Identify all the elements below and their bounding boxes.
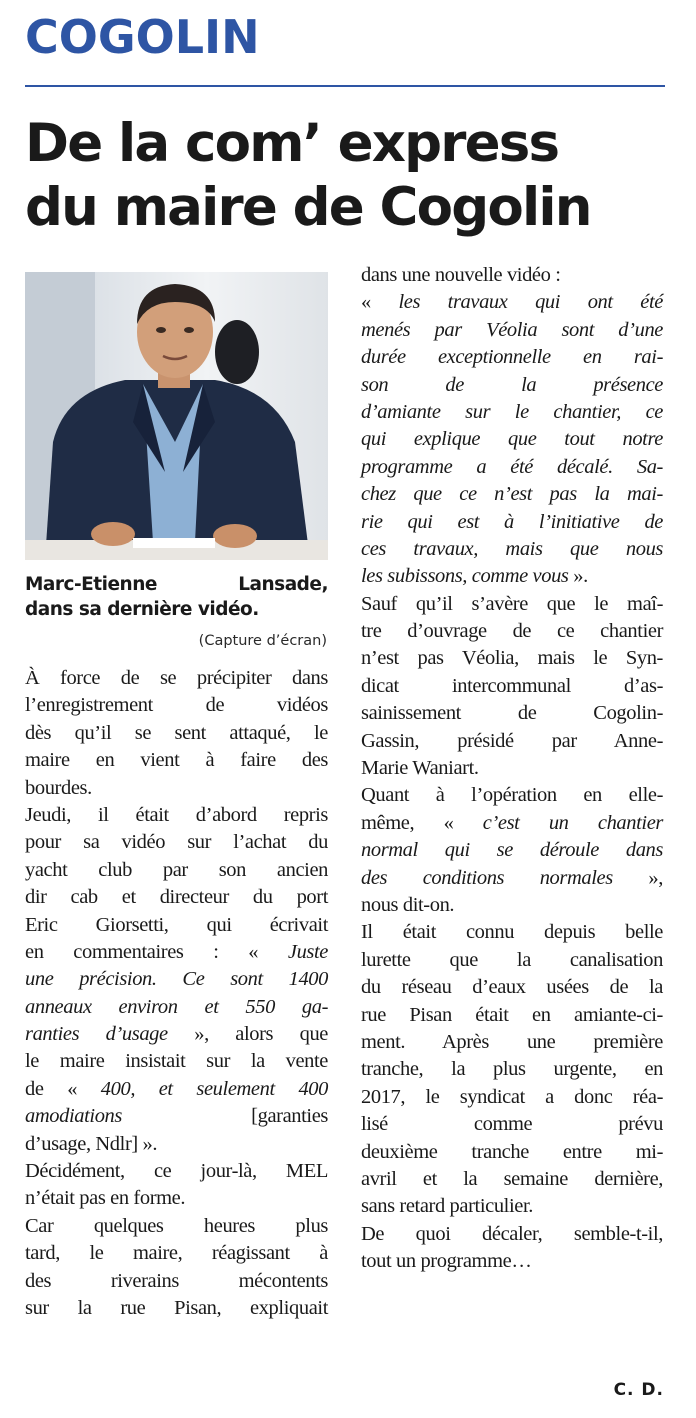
text-line: rie qui est à l’initiative de	[361, 510, 663, 533]
text-line: une précision. Ce sont 1400	[25, 968, 328, 991]
text-line: dès qu’il se sent attaqué, le	[25, 721, 328, 744]
text-line: programme a été décalé. Sa-	[361, 455, 663, 478]
text-line: ment. Après une première	[361, 1030, 663, 1053]
text-line: de « 400, et seulement 400	[25, 1077, 328, 1100]
text-line: ces travaux, mais que nous	[361, 537, 663, 560]
text-line: avril et la semaine dernière,	[361, 1167, 663, 1190]
text-line: rue Pisan était en amiante-ci-	[361, 1003, 663, 1026]
article-column-1	[25, 665, 328, 1322]
text-line: n’était pas en forme.	[25, 1187, 186, 1210]
text-line: n’est pas Véolia, mais le Syn-	[361, 647, 663, 670]
text-line: d’amiante sur le chantier, ce	[361, 400, 663, 423]
text-line: maire en vient à faire des	[25, 749, 328, 772]
text-line: tranche, la plus urgente, en	[361, 1058, 663, 1081]
text-line: ranties d’usage », alors que	[25, 1023, 328, 1046]
text-line: sans retard particulier.	[361, 1195, 533, 1218]
headline	[25, 112, 675, 240]
headline-line: De la com’ express	[25, 113, 559, 174]
caption-line: dans sa dernière vidéo.	[25, 599, 259, 620]
text-line: Il était connu depuis belle	[361, 921, 663, 944]
text-line: lurette que la canalisation	[361, 948, 663, 971]
text-line: bourdes.	[25, 776, 92, 799]
text-line: amodiations [garanties	[25, 1105, 328, 1128]
text-line: en commentaires : « Juste	[25, 940, 328, 963]
text-line: nous dit-on.	[361, 893, 455, 916]
text-line: qui explique que tout notre	[361, 428, 663, 451]
text-line: menés par Véolia sont d’une	[361, 318, 663, 341]
author-signature: C. D.	[613, 1380, 664, 1400]
text-line: Marie Waniart.	[361, 757, 479, 780]
text-line: l’enregistrement de vidéos	[25, 694, 328, 717]
text-line: dicat intercommunal d’as-	[361, 674, 663, 697]
text-line: yacht club par son ancien	[25, 858, 328, 881]
portrait-photo-illustration	[25, 272, 328, 560]
text-line: normal qui se déroule dans	[361, 839, 663, 862]
text-line: Quant à l’opération en elle-	[361, 784, 663, 807]
portrait-photo	[25, 272, 328, 560]
section-rule	[25, 85, 665, 87]
text-line: pour sa vidéo sur l’achat du	[25, 831, 328, 854]
text-line: son de la présence	[361, 373, 663, 396]
text-line: tout un programme…	[361, 1250, 532, 1273]
text-line: même, « c’est un chantier	[361, 811, 664, 834]
text-line: Gassin, présidé par Anne-	[361, 729, 663, 752]
text-line: chez que ce n’est pas la mai-	[361, 483, 663, 506]
text-line: tre d’ouvrage de ce chantier	[361, 620, 663, 643]
text-line: Sauf qu’il s’avère que le maî-	[361, 592, 663, 615]
text-line: les subissons, comme vous ».	[361, 565, 588, 588]
text-line: De quoi décaler, semble-t-il,	[361, 1222, 663, 1245]
photo-caption	[25, 572, 328, 622]
text-line: des riverains mécontents	[25, 1269, 328, 1292]
caption-line: Marc-Etienne Lansade,	[25, 574, 328, 595]
text-line: dir cab et directeur du port	[25, 886, 328, 909]
text-line: tard, le maire, réagissant à	[25, 1242, 328, 1265]
text-line: dans une nouvelle vidéo :	[361, 264, 561, 286]
text-line: d’usage, Ndlr] ».	[25, 1132, 158, 1155]
text-line: Eric Giorsetti, qui écrivait	[25, 913, 328, 936]
text-line: Décidément, ce jour-là, MEL	[25, 1160, 328, 1183]
text-line: du réseau d’eaux usées de la	[361, 976, 663, 999]
photo-credit: (Capture d’écran)	[198, 633, 327, 649]
text-line: deuxième tranche entre mi-	[361, 1140, 663, 1163]
text-line: À force de se précipiter dans	[25, 667, 328, 689]
text-line: sur la rue Pisan, expliquait	[25, 1296, 328, 1319]
text-line: des conditions normales »,	[361, 866, 663, 889]
text-line: durée exceptionnelle en rai-	[361, 346, 663, 369]
text-line: anneaux environ et 550 ga-	[25, 995, 328, 1018]
text-line: 2017, le syndicat a donc réa-	[361, 1085, 663, 1108]
text-line: Car quelques heures plus	[25, 1214, 328, 1237]
text-line: le maire insistait sur la vente	[25, 1050, 328, 1073]
article-column-2	[361, 262, 663, 1275]
text-line: sainissement de Cogolin-	[361, 702, 663, 725]
text-line: Jeudi, il était d’abord repris	[25, 803, 328, 826]
text-line: lisé comme prévu	[361, 1113, 663, 1136]
text-line: « les travaux qui ont été	[361, 291, 663, 314]
section-title: COGOLIN	[25, 10, 260, 64]
headline-line: du maire de Cogolin	[25, 177, 591, 238]
